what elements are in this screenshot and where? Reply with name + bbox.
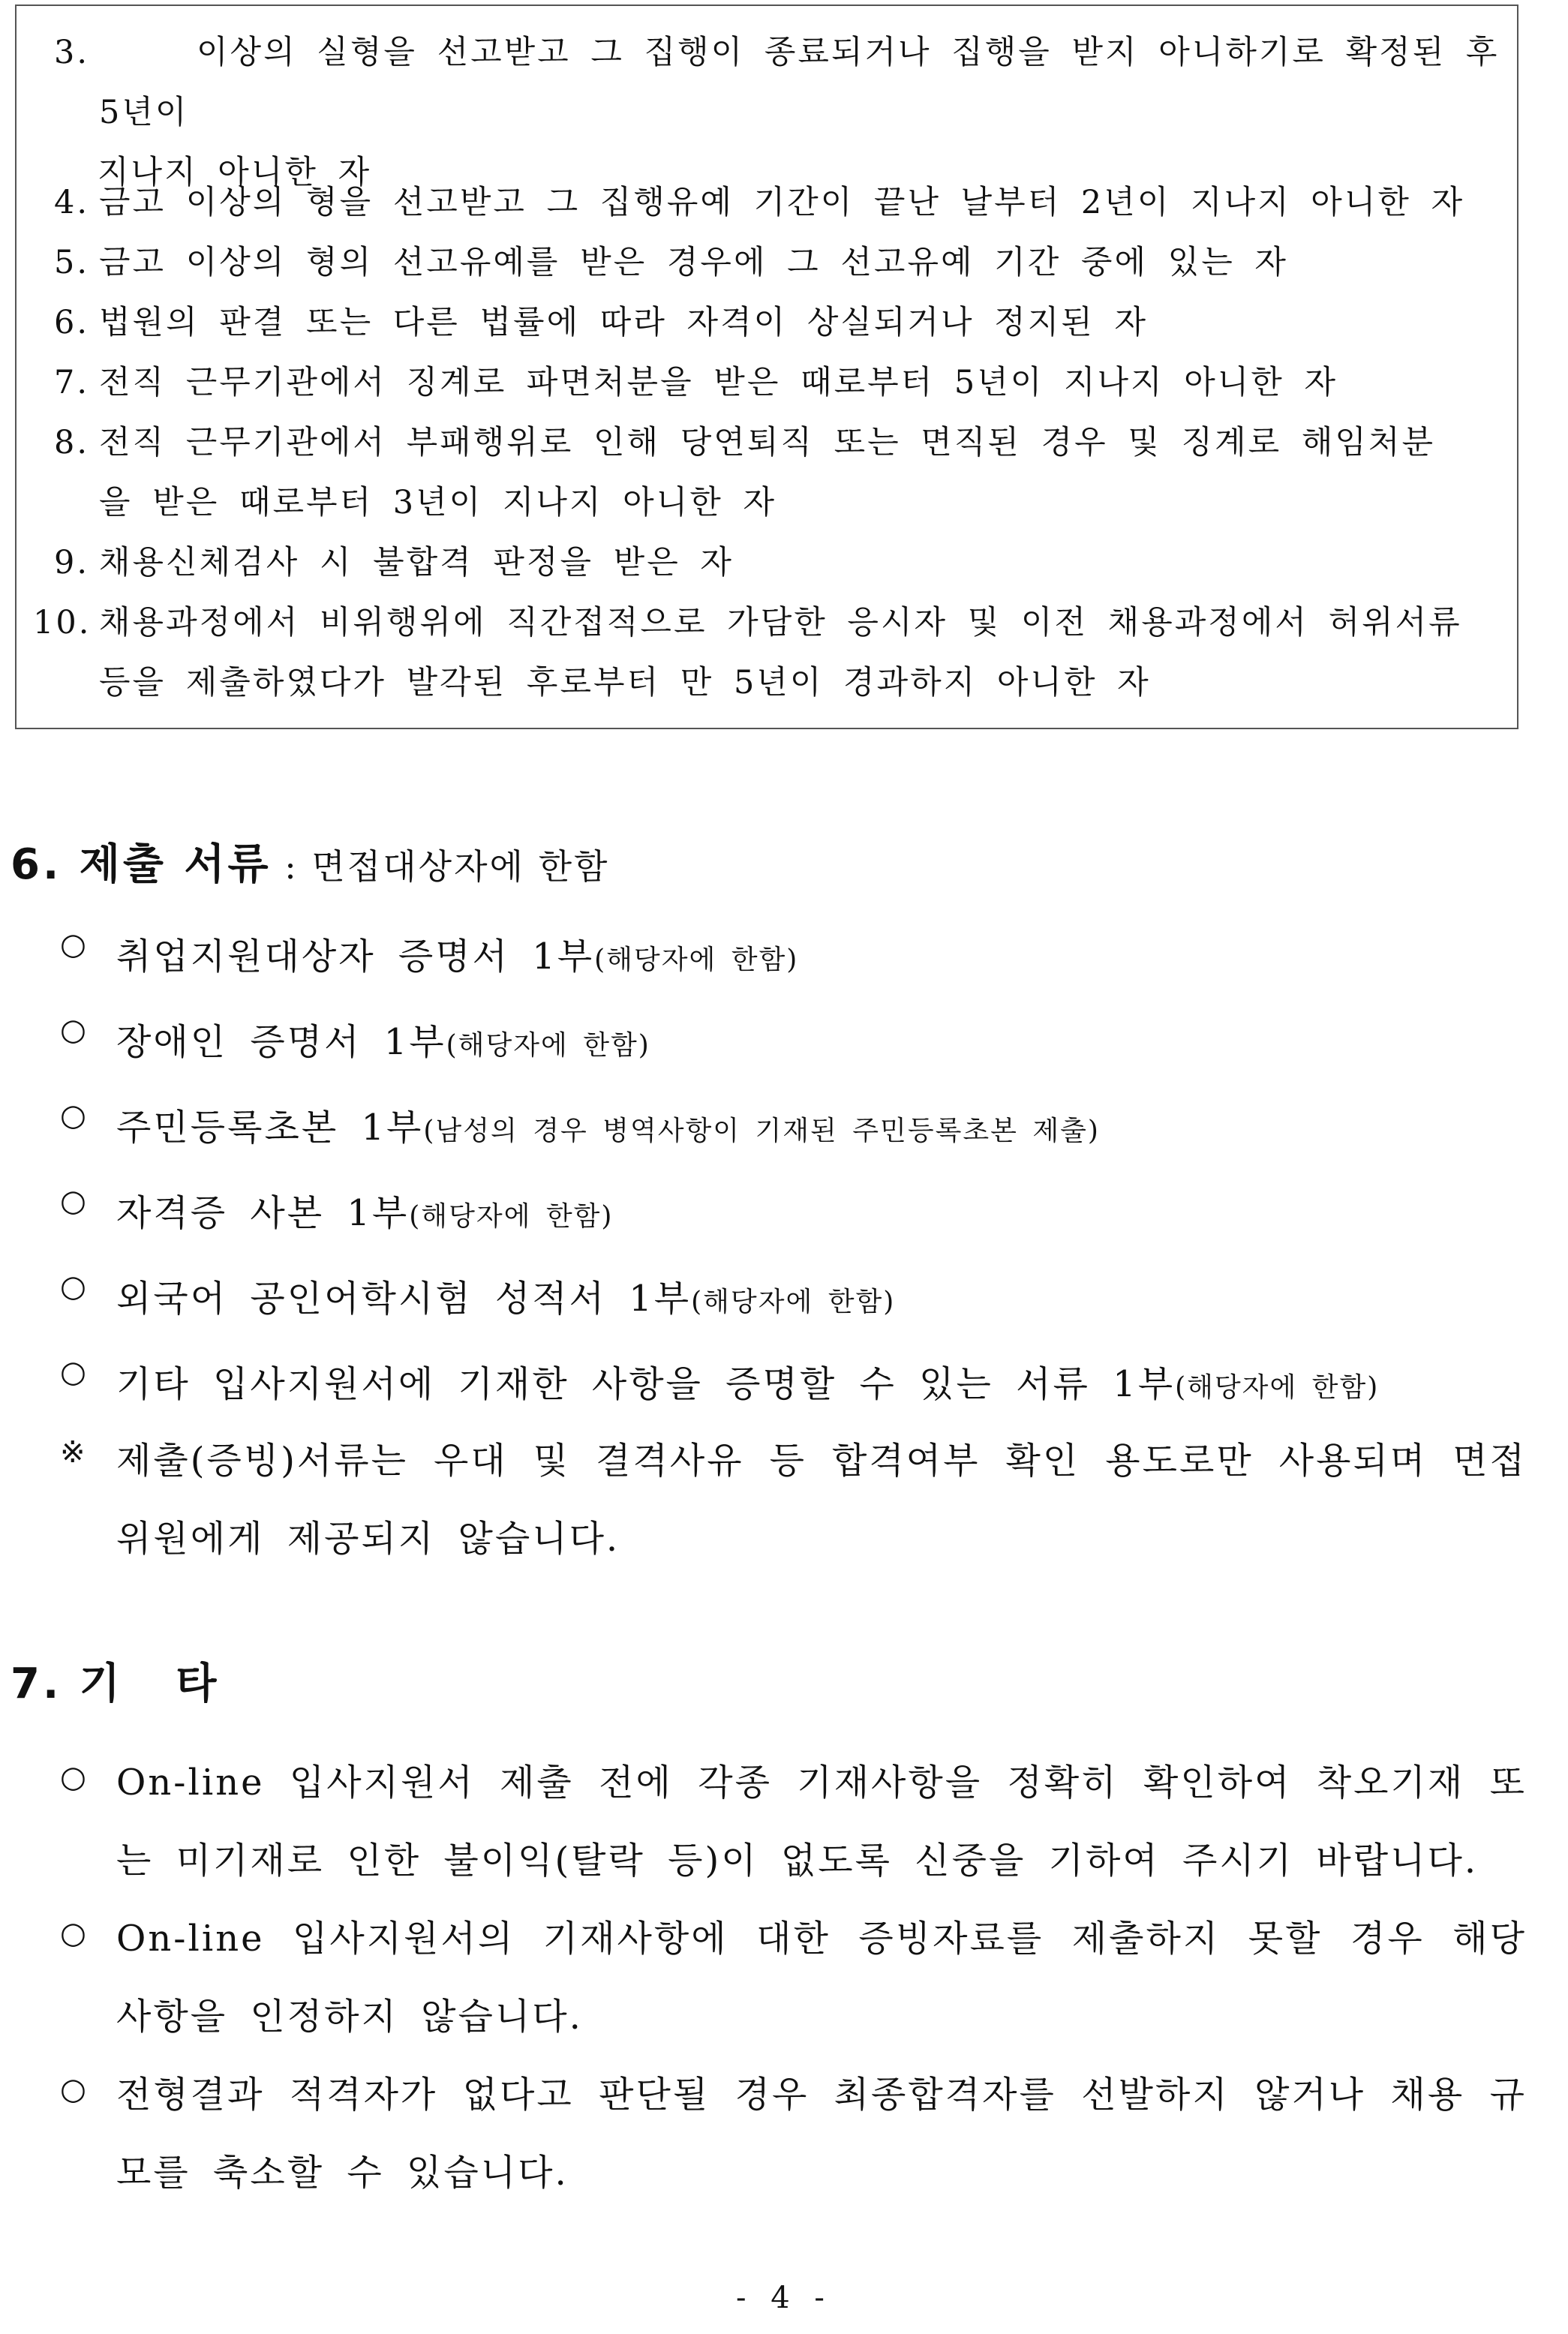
- item-number: 10.: [33, 604, 92, 641]
- item-main: 취업지원대상자 증명서 1부: [116, 936, 595, 978]
- circle-bullet-icon: ○: [60, 1269, 89, 1304]
- item-main: 기타 입사지원서에 기재한 사항을 증명할 수 있는 서류 1부: [116, 1363, 1176, 1405]
- item-line: 등을 제출하였다가 발각된 후로부터 만 5년이 경과하지 아니한 자: [99, 664, 1151, 701]
- item-note: (해당자에 한함): [409, 1201, 614, 1232]
- reference-mark-icon: ※: [60, 1435, 88, 1470]
- item-number: 5.: [54, 244, 90, 281]
- item-note: (해당자에 한함): [594, 945, 799, 975]
- item-line: 채용과정에서 비위행위에 직간접적으로 가담한 응시자 및 이전 채용과정에서 허위서류: [99, 604, 1462, 641]
- item-text: [116, 1013, 1527, 1065]
- page-number: - 4 -: [736, 2281, 832, 2315]
- circle-bullet-icon: ○: [60, 1184, 89, 1218]
- item-line: 전직 근무기관에서 징계로 파면처분을 받은 때로부터 5년이 지나지 아니한 자: [99, 364, 1338, 401]
- circle-bullet-icon: ○: [60, 1013, 89, 1047]
- item-text: [116, 1184, 1527, 1236]
- item-line: 채용신체검사 시 불합격 판정을 받은 자: [99, 544, 734, 581]
- item-number: 7.: [54, 364, 90, 401]
- item-note: (해당자에 한함): [691, 1287, 896, 1317]
- circle-bullet-icon: ○: [60, 927, 89, 962]
- item-number: 8.: [54, 424, 90, 461]
- circle-bullet-icon: ○: [60, 1916, 89, 1951]
- disqualification-box: [15, 5, 1518, 729]
- item-line: 이상의 실형을 선고받고 그 집행이 종료되거나 집행을 받지 아니하기로 확정된 후 5년이: [99, 34, 1500, 131]
- item-number: 6.: [54, 304, 90, 341]
- item-line: 법원의 판결 또는 다른 법률에 따라 자격이 상실되거나 정지된 자: [99, 304, 1149, 341]
- item-line: 지나지 아니한 자: [98, 154, 372, 191]
- item-note: (해당자에 한함): [1175, 1372, 1380, 1403]
- item-number: 4.: [54, 184, 90, 221]
- item-text: [116, 927, 1527, 979]
- section-6-note: : 면접대상자에 한함: [271, 846, 610, 887]
- item-main: 주민등록초본 1부: [116, 1107, 424, 1149]
- circle-bullet-icon: ○: [60, 1098, 89, 1133]
- item-number: 9.: [54, 544, 90, 581]
- item-text: [116, 1098, 1527, 1150]
- circle-bullet-icon: ○: [60, 1760, 89, 1795]
- circle-bullet-icon: ○: [60, 1355, 89, 1389]
- item-main: 외국어 공인어학시험 성적서 1부: [116, 1278, 692, 1320]
- section-6-title: 6. 제출 서류: [11, 840, 272, 889]
- item-line: 금고 이상의 형을 선고받고 그 집행유예 기간이 끝난 날부터 2년이 지나지 아니한 자: [99, 184, 1465, 221]
- item-text: On-line 입사지원서 제출 전에 각종 기재사항을 정확히 확인하여 착오기재 또는 미기재로 인한 불이익(탈락 등)이 없도록 신중을 기하여 주시기 바랍니다.: [116, 1762, 1527, 1882]
- item-text: [116, 1269, 1527, 1321]
- item-text: [99, 413, 1509, 533]
- remark-text: 제출(증빙)서류는 우대 및 결격사유 등 합격여부 확인 용도로만 사용되며 면접위원에게 제공되지 않습니다.: [116, 1440, 1527, 1560]
- item-note: (해당자에 한함): [446, 1030, 650, 1061]
- section-6-heading: [11, 831, 609, 891]
- item-number: 3.: [54, 34, 90, 71]
- item-line: 전직 근무기관에서 부패행위로 인해 당연퇴직 또는 면직된 경우 및 징계로 해임처분: [99, 424, 1435, 461]
- item-text: [116, 1355, 1527, 1407]
- item-main: 자격증 사본 1부: [116, 1192, 410, 1234]
- section-7-heading: 7. 기 타: [11, 1660, 220, 1708]
- item-text: On-line 입사지원서의 기재사항에 대한 증빙자료를 제출하지 못할 경우 해당 사항을 인정하지 않습니다.: [116, 1918, 1527, 2038]
- circle-bullet-icon: ○: [60, 2072, 89, 2107]
- item-text: 전형결과 적격자가 없다고 판단될 경우 최종합격자를 선발하지 않거나 채용 규모를 축소할 수 있습니다.: [116, 2074, 1527, 2194]
- item-main: 장애인 증명서 1부: [116, 1021, 446, 1063]
- item-line: 을 받은 때로부터 3년이 지나지 아니한 자: [99, 484, 776, 521]
- item-line: 금고 이상의 형의 선고유예를 받은 경우에 그 선고유예 기간 중에 있는 자: [99, 244, 1288, 281]
- item-text: [99, 593, 1509, 713]
- item-note: (남성의 경우 병역사항이 기재된 주민등록초본 제출): [423, 1116, 1100, 1146]
